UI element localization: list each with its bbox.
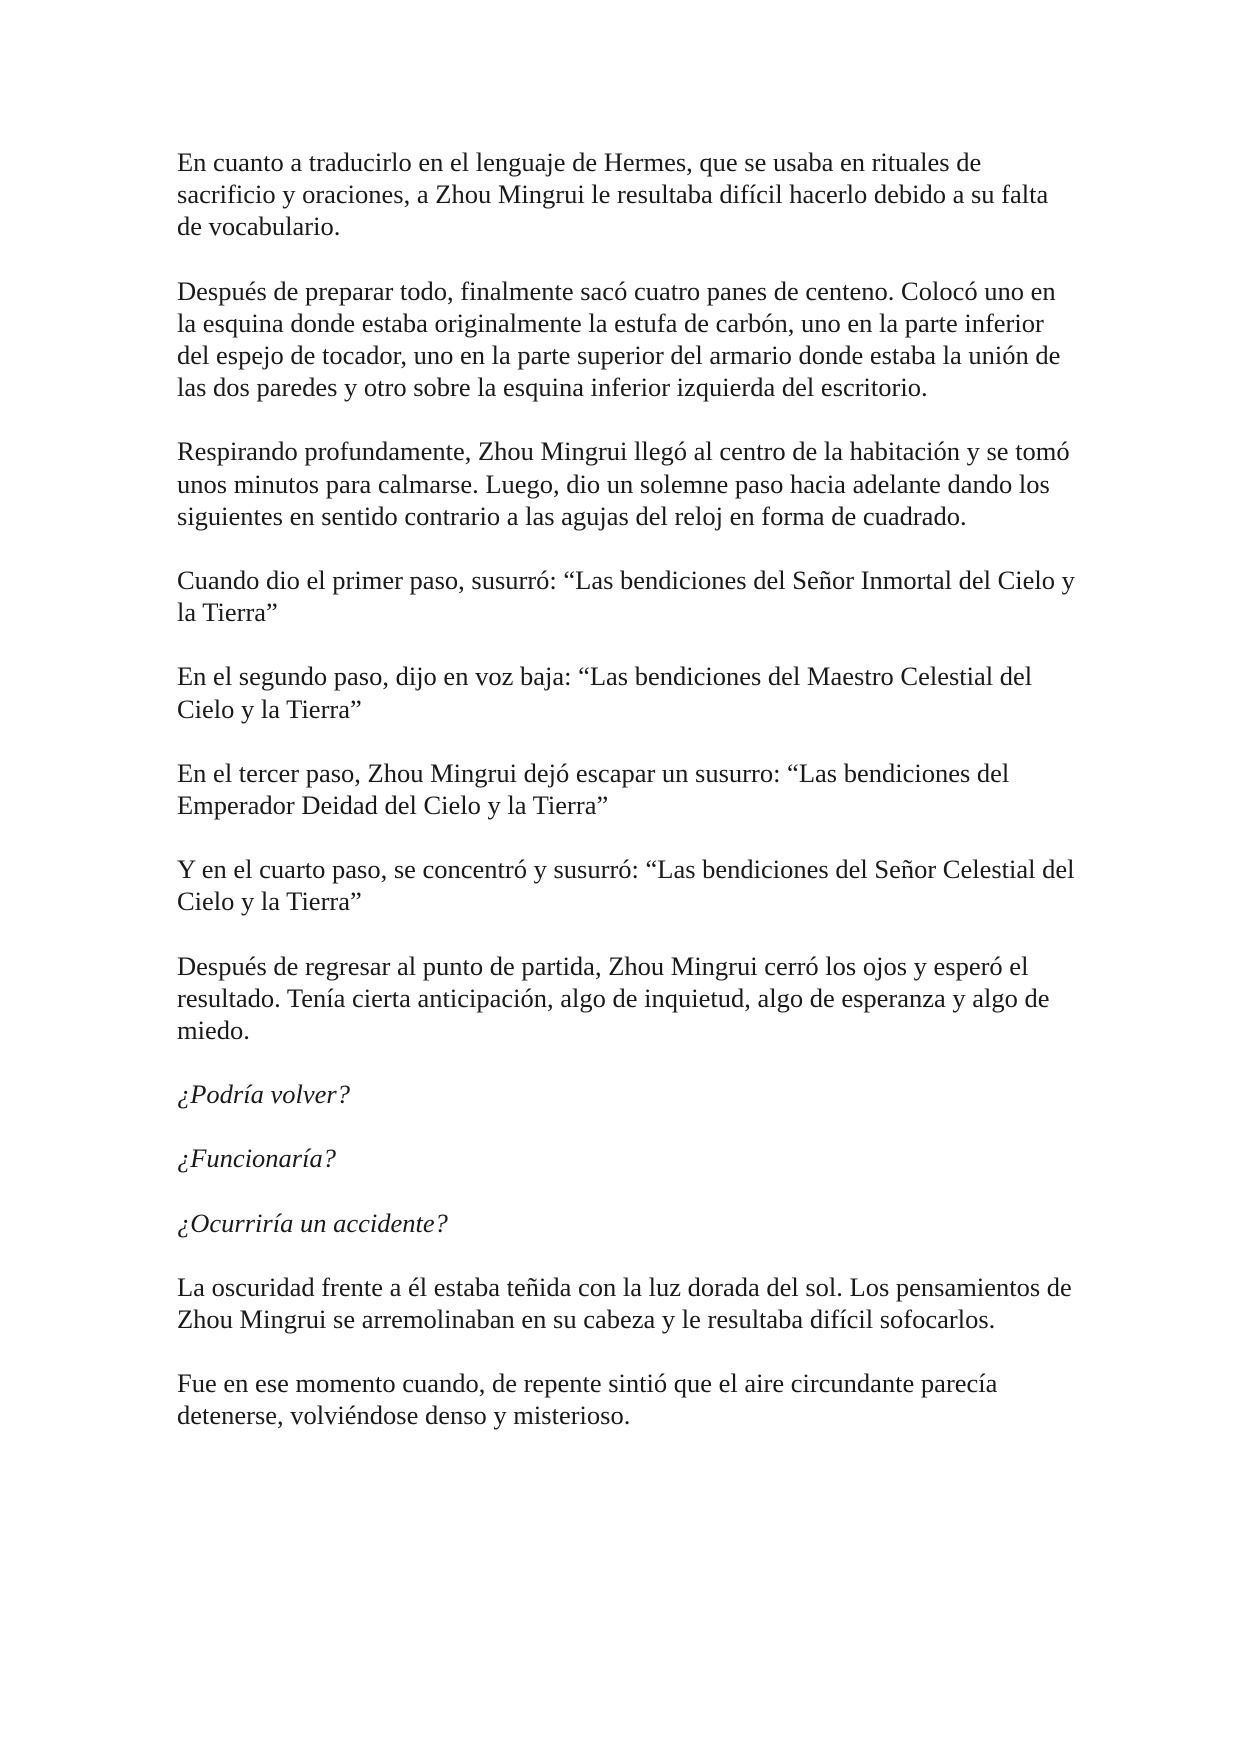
paragraph-7: Y en el cuarto paso, se concentró y susurró: “Las bendiciones del Señor Celestial del Cielo y la Tierra” xyxy=(177,854,1075,917)
paragraph-1: En cuanto a traducirlo en el lenguaje de Hermes, que se usaba en rituales de sacrificio y oraciones, a Zhou Mingrui le resultaba difícil hacerlo debido a su falta de vocabulario. xyxy=(177,147,1049,242)
document-body xyxy=(177,146,1077,1464)
italic-question-3: ¿Ocurriría un accidente? xyxy=(177,1207,448,1238)
paragraph-4: Cuando dio el primer paso, susurró: “Las bendiciones del Señor Inmortal del Cielo y la Tierra” xyxy=(177,565,1075,628)
italic-question-2: ¿Funcionaría? xyxy=(177,1143,336,1174)
paragraph-9: La oscuridad frente a él estaba teñida con la luz dorada del sol. Los pensamientos de Zhou Mingrui se arremolinaban en su cabeza y le resultaba difícil sofocarlos. xyxy=(177,1271,1072,1335)
paragraph-2: Después de preparar todo, finalmente sacó cuatro panes de centeno. Colocó uno en la esquina donde estaba originalmente la estufa de carbón, uno en la parte inferior del espejo de tocador, uno en la parte superior del armario donde estaba la unión de las dos paredes y otro sobre la esquina inferior izquierda del escritorio. xyxy=(177,275,1061,403)
italic-question-1: ¿Podría volver? xyxy=(177,1079,350,1110)
paragraph-10: Fue en ese momento cuando, de repente sintió que el aire circundante parecía detenerse, volviéndose denso y misterioso. xyxy=(177,1368,998,1431)
paragraph-8: Después de regresar al punto de partida, Zhou Mingrui cerró los ojos y esperó el resultado. Tenía cierta anticipación, algo de inquietud, algo de esperanza y algo de miedo. xyxy=(177,950,1050,1046)
paragraph-6: En el tercer paso, Zhou Mingrui dejó escapar un susurro: “Las bendiciones del Emperador Deidad del Cielo y la Tierra” xyxy=(177,757,1010,821)
paragraph-3: Respirando profundamente, Zhou Mingrui llegó al centro de la habitación y se tomó unos minutos para calmarse. Luego, dio un solemne paso hacia adelante dando los siguientes en sentido contrario a las agujas del reloj en forma de cuadrado. xyxy=(177,436,1070,531)
paragraph-5: En el segundo paso, dijo en voz baja: “Las bendiciones del Maestro Celestial del Cielo y la Tierra” xyxy=(177,661,1033,724)
